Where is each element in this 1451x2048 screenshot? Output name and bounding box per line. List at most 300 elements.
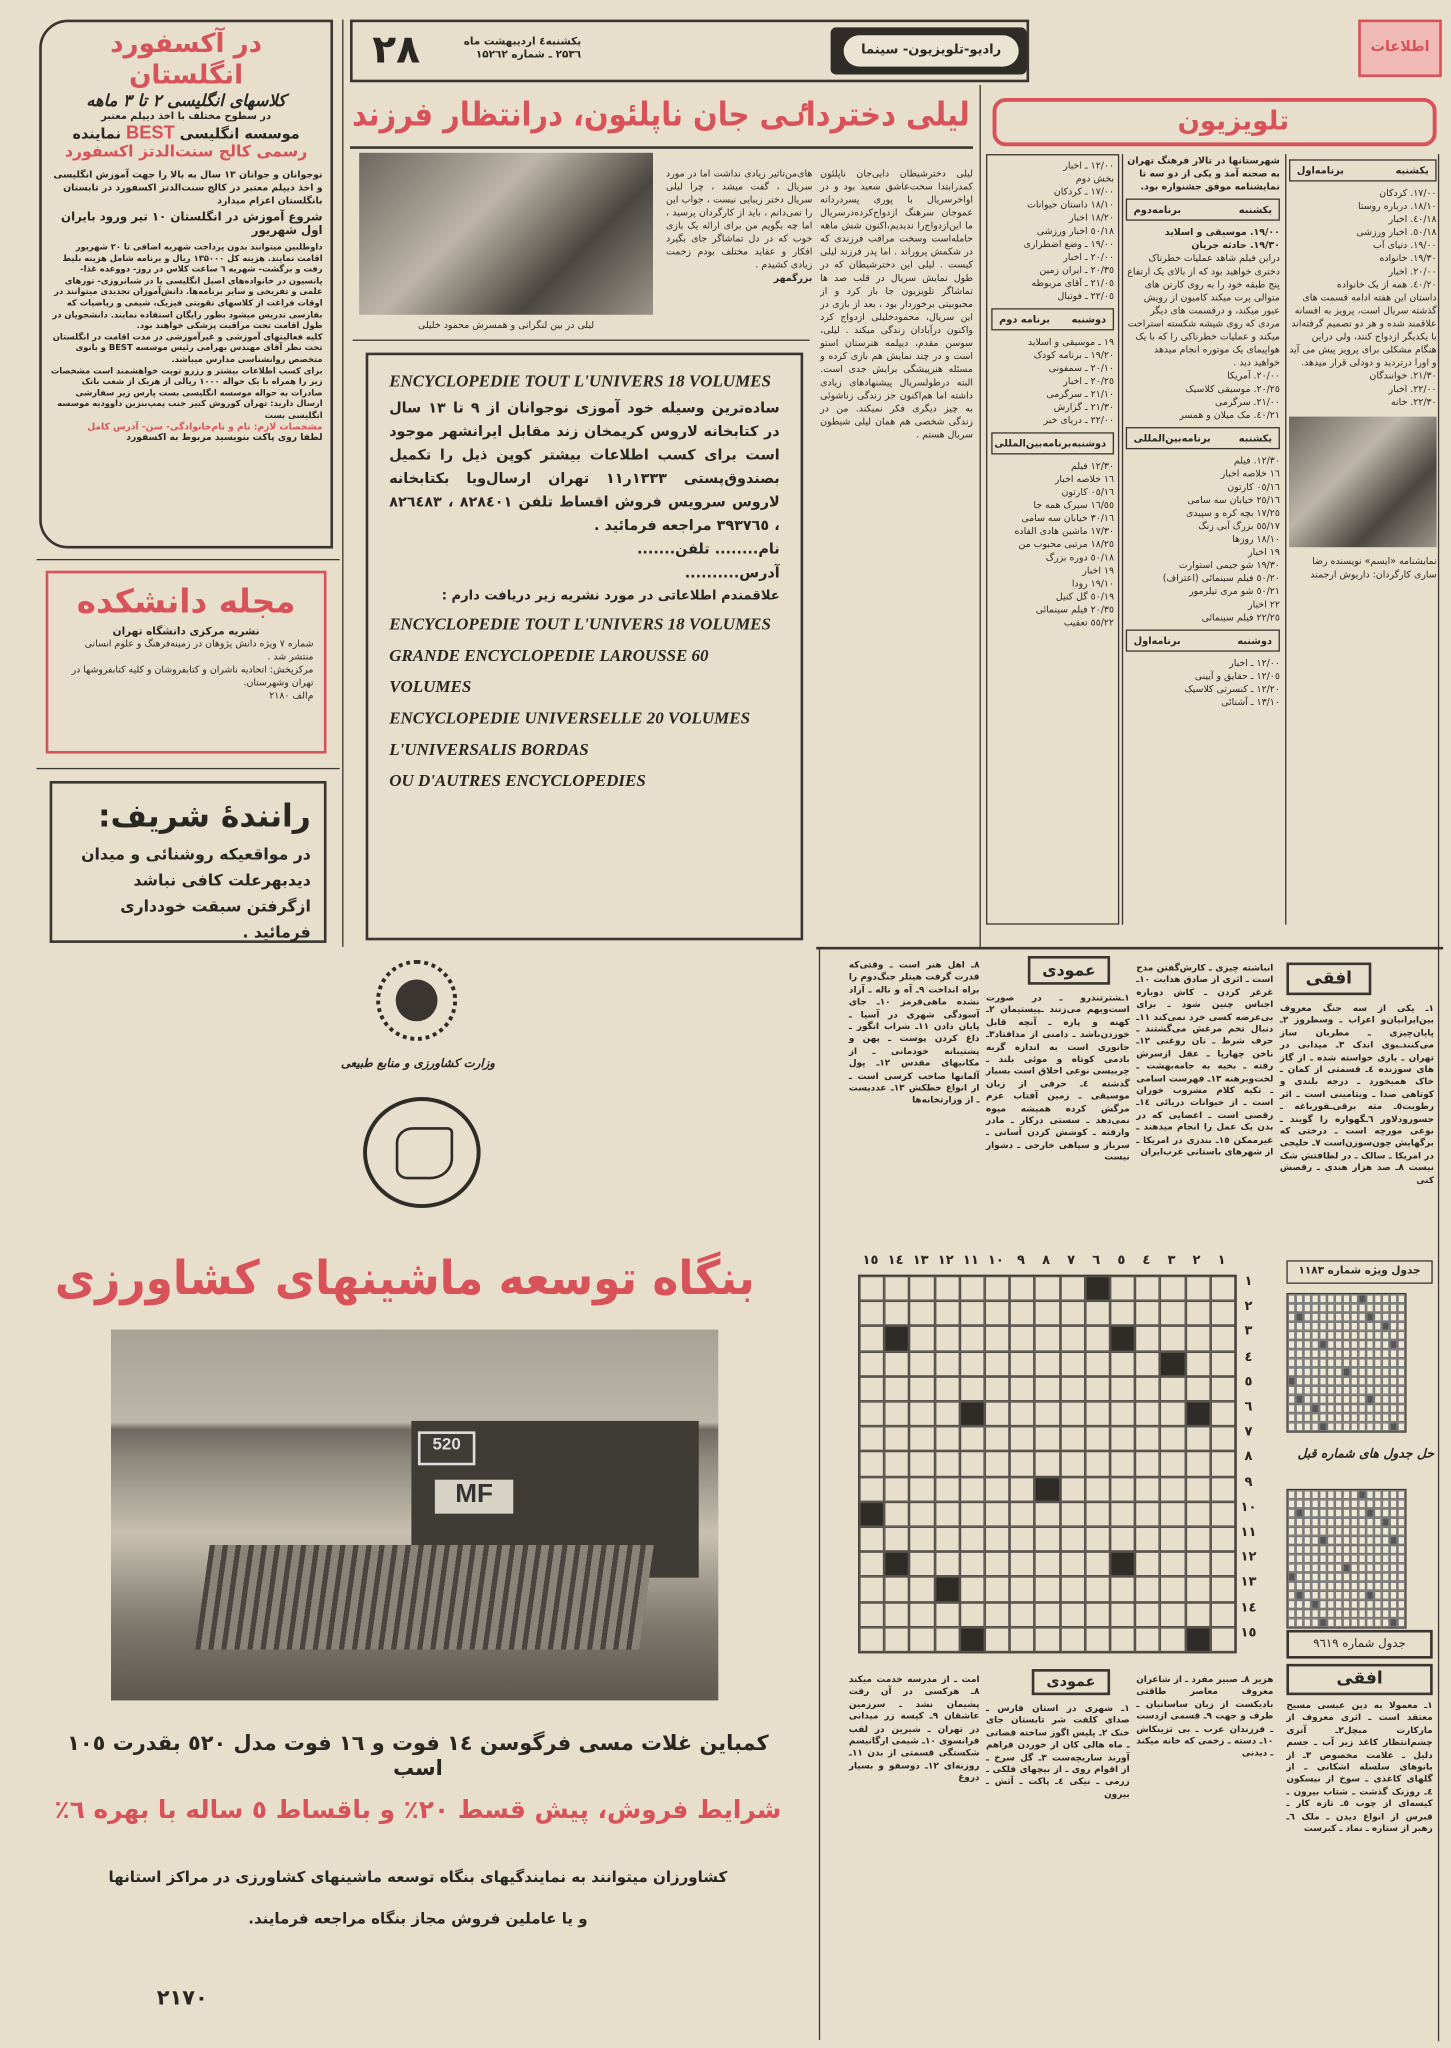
- solution-cell: [1390, 1349, 1398, 1358]
- grid-cell[interactable]: [1160, 1502, 1185, 1527]
- solution-cell: [1382, 1572, 1390, 1581]
- grid-cell[interactable]: [960, 1602, 985, 1627]
- grid-cell[interactable]: [1035, 1376, 1060, 1401]
- grid-cell[interactable]: [935, 1301, 960, 1326]
- grid-cell[interactable]: [884, 1452, 909, 1477]
- grid-cell[interactable]: [1185, 1627, 1210, 1652]
- grid-cell[interactable]: [859, 1326, 884, 1351]
- solution-cell: [1390, 1404, 1398, 1413]
- solution-cell: [1288, 1404, 1296, 1413]
- grid-cell[interactable]: [1135, 1477, 1160, 1502]
- grid-cell[interactable]: [910, 1351, 935, 1376]
- grid-cell[interactable]: [960, 1351, 985, 1376]
- grid-cell[interactable]: [1060, 1301, 1085, 1326]
- grid-cell[interactable]: [1160, 1301, 1185, 1326]
- solution-cell: [1382, 1422, 1390, 1431]
- grid-cell[interactable]: [1010, 1326, 1035, 1351]
- grid-cell[interactable]: [985, 1602, 1010, 1627]
- name-field[interactable]: نام........ تلفن.......: [636, 540, 780, 558]
- grid-cell[interactable]: [1135, 1276, 1160, 1301]
- grid-cell[interactable]: [1085, 1552, 1110, 1577]
- solution-cell: [1374, 1563, 1382, 1572]
- grid-cell[interactable]: [884, 1527, 909, 1552]
- solution-cell: [1327, 1536, 1335, 1545]
- grid-cell[interactable]: [1110, 1527, 1135, 1552]
- grid-cell[interactable]: [1210, 1627, 1235, 1652]
- grid-cell[interactable]: [1185, 1426, 1210, 1451]
- grid-cell[interactable]: [960, 1552, 985, 1577]
- grid-cell[interactable]: [985, 1376, 1010, 1401]
- solution-cell: [1366, 1422, 1374, 1431]
- grid-cell[interactable]: [1110, 1301, 1135, 1326]
- solution-cell: [1303, 1294, 1311, 1303]
- grid-cell[interactable]: [1085, 1527, 1110, 1552]
- solution-cell: [1366, 1490, 1374, 1499]
- grid-cell[interactable]: [1185, 1326, 1210, 1351]
- solution-cell: [1350, 1618, 1358, 1627]
- solution-cell: [1296, 1349, 1304, 1358]
- solution-cell: [1366, 1545, 1374, 1554]
- grid-cell[interactable]: [1210, 1351, 1235, 1376]
- grid-cell[interactable]: [1060, 1502, 1085, 1527]
- grid-cell[interactable]: [910, 1376, 935, 1401]
- grid-cell[interactable]: [1060, 1351, 1085, 1376]
- solution-cell: [1288, 1349, 1296, 1358]
- grid-cell[interactable]: [1035, 1502, 1060, 1527]
- solution-cell: [1335, 1518, 1343, 1527]
- grid-cell[interactable]: [1060, 1276, 1085, 1301]
- grid-cell[interactable]: [859, 1477, 884, 1502]
- encyclopedia-option: ENCYCLOPEDIE UNIVERSELLE 20 VOLUMES: [389, 707, 751, 728]
- grid-cell[interactable]: [935, 1452, 960, 1477]
- solution-cell: [1390, 1508, 1398, 1517]
- grid-cell[interactable]: [1185, 1477, 1210, 1502]
- oxford-ad-title: در آکسفورد انگلستان: [110, 27, 263, 91]
- grid-cell[interactable]: [1185, 1351, 1210, 1376]
- grid-cell[interactable]: [960, 1326, 985, 1351]
- grid-cell[interactable]: [1210, 1602, 1235, 1627]
- grid-cell[interactable]: [1060, 1577, 1085, 1602]
- grid-cell[interactable]: [1085, 1602, 1110, 1627]
- grid-cell[interactable]: [1160, 1351, 1185, 1376]
- grid-cell[interactable]: [1060, 1527, 1085, 1552]
- grid-cell[interactable]: [1110, 1401, 1135, 1426]
- grid-cell[interactable]: [960, 1577, 985, 1602]
- grid-cell[interactable]: [859, 1426, 884, 1451]
- grid-cell[interactable]: [960, 1527, 985, 1552]
- grid-cell[interactable]: [859, 1351, 884, 1376]
- grid-cell[interactable]: [1035, 1426, 1060, 1451]
- grid-cell[interactable]: [1135, 1577, 1160, 1602]
- solution-cell: [1335, 1600, 1343, 1609]
- grid-cell[interactable]: [985, 1627, 1010, 1652]
- solution-cell: [1382, 1508, 1390, 1517]
- grid-cell[interactable]: [1060, 1326, 1085, 1351]
- grid-cell[interactable]: [960, 1426, 985, 1451]
- grid-cell[interactable]: [1135, 1326, 1160, 1351]
- grid-cell[interactable]: [1085, 1426, 1110, 1451]
- grid-cell[interactable]: [960, 1502, 985, 1527]
- solution-cell: [1296, 1377, 1304, 1386]
- grid-cell[interactable]: [884, 1301, 909, 1326]
- grid-cell[interactable]: [960, 1452, 985, 1477]
- best-logo: BEST: [125, 121, 175, 143]
- oxford-ad: [39, 20, 333, 549]
- address-field[interactable]: آدرس..........: [684, 564, 780, 582]
- grid-cell[interactable]: [935, 1502, 960, 1527]
- grid-cell[interactable]: [960, 1276, 985, 1301]
- grid-cell[interactable]: [1060, 1627, 1085, 1652]
- grid-cell[interactable]: [1210, 1401, 1235, 1426]
- grid-cell[interactable]: [935, 1326, 960, 1351]
- solution-cell: [1350, 1331, 1358, 1340]
- day: یکشنبه: [1238, 432, 1273, 445]
- schedule-item: ۲۲/۳۰. خانه: [1390, 395, 1437, 408]
- grid-cell[interactable]: [1160, 1326, 1185, 1351]
- grid-cell[interactable]: [1135, 1376, 1160, 1401]
- grid-cell[interactable]: [910, 1552, 935, 1577]
- grid-cell[interactable]: [1135, 1502, 1160, 1527]
- grid-cell[interactable]: [1060, 1602, 1085, 1627]
- grid-cell[interactable]: [859, 1452, 884, 1477]
- grid-cell[interactable]: [1110, 1502, 1135, 1527]
- grid-cell[interactable]: [1035, 1527, 1060, 1552]
- solution-cell: [1397, 1591, 1405, 1600]
- schedule-item: ۲۰/۳٥ ـ ایران زمین: [1039, 263, 1115, 276]
- grid-cell[interactable]: [1160, 1477, 1185, 1502]
- grid-cell[interactable]: [910, 1477, 935, 1502]
- grid-cell[interactable]: [1060, 1477, 1085, 1502]
- solution-cell: [1382, 1591, 1390, 1600]
- grid-cell[interactable]: [859, 1502, 884, 1527]
- grid-cell[interactable]: [884, 1276, 909, 1301]
- solution-cell: [1374, 1582, 1382, 1591]
- grid-cell[interactable]: [1010, 1527, 1035, 1552]
- grid-cell[interactable]: [1135, 1602, 1160, 1627]
- solution-cell: [1390, 1554, 1398, 1563]
- schedule-item: ۲۰/۳٥ فیلم سینمائی: [1035, 603, 1115, 616]
- grid-cell[interactable]: [1035, 1602, 1060, 1627]
- crossword-grid[interactable]: [858, 1275, 1237, 1654]
- grid-cell[interactable]: [960, 1627, 985, 1652]
- solution-cell: [1350, 1499, 1358, 1508]
- grid-cell[interactable]: [1035, 1301, 1060, 1326]
- grid-cell[interactable]: [1185, 1502, 1210, 1527]
- grid-cell[interactable]: [985, 1301, 1010, 1326]
- grid-cell[interactable]: [960, 1301, 985, 1326]
- grid-cell[interactable]: [859, 1577, 884, 1602]
- grid-cell[interactable]: [985, 1502, 1010, 1527]
- grid-cell[interactable]: [884, 1477, 909, 1502]
- solution-cell: [1374, 1294, 1382, 1303]
- grid-cell[interactable]: [884, 1426, 909, 1451]
- grid-cell[interactable]: [1060, 1376, 1085, 1401]
- grid-cell[interactable]: [1135, 1552, 1160, 1577]
- grid-cell[interactable]: [1060, 1452, 1085, 1477]
- grid-cell[interactable]: [1210, 1376, 1235, 1401]
- schedule-item: ۲۰/۲٥. موسیقی کلاسیک: [1185, 382, 1280, 395]
- schedule-item: ۱۹/۰۰. موسیقی و اسلاید: [1164, 225, 1280, 238]
- grid-cell[interactable]: [1085, 1627, 1110, 1652]
- grid-cell[interactable]: [985, 1401, 1010, 1426]
- grid-cell[interactable]: [884, 1401, 909, 1426]
- grid-cell[interactable]: [1185, 1401, 1210, 1426]
- grid-cell[interactable]: [935, 1627, 960, 1652]
- grid-cell[interactable]: [1185, 1527, 1210, 1552]
- solution-cell: [1343, 1313, 1351, 1322]
- grid-cell[interactable]: [859, 1602, 884, 1627]
- grid-cell[interactable]: [960, 1401, 985, 1426]
- grid-cell[interactable]: [884, 1627, 909, 1652]
- grid-cell[interactable]: [1110, 1577, 1135, 1602]
- grid-cell[interactable]: [1010, 1376, 1035, 1401]
- grid-cell[interactable]: [1160, 1552, 1185, 1577]
- grid-cell[interactable]: [1210, 1276, 1235, 1301]
- grid-number: ۱٤: [887, 1253, 904, 1269]
- grid-cell[interactable]: [910, 1276, 935, 1301]
- grid-cell[interactable]: [1035, 1552, 1060, 1577]
- grid-cell[interactable]: [884, 1552, 909, 1577]
- solution-cell: [1374, 1413, 1382, 1422]
- grid-cell[interactable]: [985, 1452, 1010, 1477]
- grid-cell[interactable]: [1210, 1552, 1235, 1577]
- grid-cell[interactable]: [935, 1477, 960, 1502]
- grid-cell[interactable]: [1035, 1351, 1060, 1376]
- oxford-ad-fields: مشخصات لازم: نام و نام‌خانوادگی- سن- آدرس کامل: [87, 421, 323, 432]
- grid-cell[interactable]: [1035, 1452, 1060, 1477]
- grid-cell[interactable]: [1160, 1452, 1185, 1477]
- solution-cell: [1350, 1377, 1358, 1386]
- grid-cell[interactable]: [960, 1376, 985, 1401]
- solution-cell: [1343, 1303, 1351, 1312]
- grid-cell[interactable]: [1185, 1452, 1210, 1477]
- solution-cell: [1397, 1377, 1405, 1386]
- grid-cell[interactable]: [1060, 1552, 1085, 1577]
- grid-cell[interactable]: [1135, 1527, 1160, 1552]
- grid-cell[interactable]: [1160, 1376, 1185, 1401]
- grid-cell[interactable]: [1160, 1627, 1185, 1652]
- grid-cell[interactable]: [935, 1376, 960, 1401]
- grid-cell[interactable]: [1110, 1376, 1135, 1401]
- grid-cell[interactable]: [1185, 1602, 1210, 1627]
- grid-cell[interactable]: [884, 1351, 909, 1376]
- grid-cell[interactable]: [935, 1577, 960, 1602]
- grid-cell[interactable]: [1035, 1627, 1060, 1652]
- grid-cell[interactable]: [1185, 1376, 1210, 1401]
- schedule-item: ۲۰/۲٥ ـ اخبار: [1063, 374, 1115, 387]
- grid-cell[interactable]: [910, 1301, 935, 1326]
- grid-cell[interactable]: [884, 1577, 909, 1602]
- grid-cell[interactable]: [1210, 1326, 1235, 1351]
- grid-cell[interactable]: [1085, 1577, 1110, 1602]
- grid-cell[interactable]: [1135, 1452, 1160, 1477]
- grid-cell[interactable]: [1110, 1276, 1135, 1301]
- grid-cell[interactable]: [884, 1376, 909, 1401]
- grid-cell[interactable]: [884, 1326, 909, 1351]
- grid-cell[interactable]: [1060, 1401, 1085, 1426]
- grid-cell[interactable]: [1110, 1452, 1135, 1477]
- grid-cell[interactable]: [859, 1552, 884, 1577]
- grid-cell[interactable]: [1085, 1401, 1110, 1426]
- grid-cell[interactable]: [910, 1627, 935, 1652]
- grid-cell[interactable]: [1160, 1602, 1185, 1627]
- grid-cell[interactable]: [910, 1401, 935, 1426]
- grid-cell[interactable]: [1010, 1552, 1035, 1577]
- grid-cell[interactable]: [1085, 1276, 1110, 1301]
- grid-cell[interactable]: [1110, 1627, 1135, 1652]
- grid-cell[interactable]: [985, 1552, 1010, 1577]
- grid-cell[interactable]: [1010, 1502, 1035, 1527]
- grid-cell[interactable]: [1010, 1452, 1035, 1477]
- solution-cell: [1311, 1536, 1319, 1545]
- grid-cell[interactable]: [1010, 1276, 1035, 1301]
- grid-cell[interactable]: [1010, 1627, 1035, 1652]
- grid-cell[interactable]: [1210, 1527, 1235, 1552]
- grid-cell[interactable]: [985, 1477, 1010, 1502]
- grid-cell[interactable]: [1160, 1426, 1185, 1451]
- solution-cell: [1303, 1609, 1311, 1618]
- grid-cell[interactable]: [1135, 1401, 1160, 1426]
- solution-cell: [1350, 1395, 1358, 1404]
- schedule-item: ۱۲/۳۰ فیلم: [1071, 459, 1115, 472]
- across-clues: ۱ـ معمولا به دین عیسی مسیح معتقد است ـ اثری معروف از مارکارت میچل۲ـ آنری چشم‌انتظار کاغذ زیر آب ـ جسم دلیل ـ علامت مخصوص ۳ـ از بانوهای سلسله اشکانی ـ از گلهای کاغذی ـ سوخ از نیسکون ٤ـ روزنک گذشت ـ شتاب بیرون ـ کیسه‌ای از چوب ٥ـ تازه کار ـ قبرس از انواع دیدن ـ ملک ٦ـ رهبر از ستاره ـ نماد ـ کبرست: [1286, 1700, 1433, 1834]
- grid-cell[interactable]: [935, 1527, 960, 1552]
- grid-cell[interactable]: [1135, 1301, 1160, 1326]
- grid-cell[interactable]: [910, 1326, 935, 1351]
- grid-cell[interactable]: [935, 1276, 960, 1301]
- grid-cell[interactable]: [859, 1376, 884, 1401]
- schedule-item: ۱۹/۲۰ ـ برنامه کودک: [1033, 348, 1115, 361]
- grid-cell[interactable]: [1210, 1577, 1235, 1602]
- schedule-item: ۲۲/٥٥ تعقیب: [1063, 616, 1115, 629]
- grid-cell[interactable]: [859, 1301, 884, 1326]
- grid-cell[interactable]: [1035, 1577, 1060, 1602]
- grid-cell[interactable]: [1210, 1301, 1235, 1326]
- grid-cell[interactable]: [1160, 1577, 1185, 1602]
- encyclopedia-title: ENCYCLOPEDIE TOUT L'UNIVERS 18 VOLUMES: [389, 370, 771, 391]
- ad-note: کشاورزان میتوانند به نمایندگیهای بنگاه توسعه ماشینهای کشاورزی در مراکز استانها: [108, 1867, 728, 1886]
- grid-cell[interactable]: [1010, 1301, 1035, 1326]
- schedule-header: [1289, 159, 1437, 181]
- solution-cell: [1366, 1303, 1374, 1312]
- grid-cell[interactable]: [1085, 1452, 1110, 1477]
- grid-cell[interactable]: [1110, 1477, 1135, 1502]
- grid-cell[interactable]: [985, 1426, 1010, 1451]
- solution-cell: [1374, 1367, 1382, 1376]
- grid-cell[interactable]: [1135, 1426, 1160, 1451]
- grid-cell[interactable]: [1085, 1502, 1110, 1527]
- grid-cell[interactable]: [1185, 1552, 1210, 1577]
- grid-cell[interactable]: [859, 1276, 884, 1301]
- solution-cell: [1358, 1545, 1366, 1554]
- grid-cell[interactable]: [935, 1401, 960, 1426]
- grid-cell[interactable]: [1185, 1301, 1210, 1326]
- solution-cell: [1296, 1609, 1304, 1618]
- grid-cell[interactable]: [910, 1577, 935, 1602]
- grid-cell[interactable]: [1010, 1577, 1035, 1602]
- grid-cell[interactable]: [935, 1602, 960, 1627]
- grid-cell[interactable]: [859, 1527, 884, 1552]
- grid-cell[interactable]: [1035, 1276, 1060, 1301]
- grid-cell[interactable]: [1160, 1276, 1185, 1301]
- grid-cell[interactable]: [859, 1401, 884, 1426]
- encyclopedia-option: OU D'AUTRES ENCYCLOPEDIES: [389, 770, 646, 791]
- grid-cell[interactable]: [1110, 1351, 1135, 1376]
- grid-cell[interactable]: [1185, 1276, 1210, 1301]
- grid-cell[interactable]: [1135, 1627, 1160, 1652]
- grid-cell[interactable]: [1085, 1351, 1110, 1376]
- grid-cell[interactable]: [1210, 1502, 1235, 1527]
- grid-cell[interactable]: [1060, 1426, 1085, 1451]
- grid-cell[interactable]: [935, 1351, 960, 1376]
- solution-cell: [1296, 1413, 1304, 1422]
- grid-cell[interactable]: [985, 1351, 1010, 1376]
- grid-cell[interactable]: [1160, 1401, 1185, 1426]
- grid-cell[interactable]: [910, 1502, 935, 1527]
- feature-headline: لیلی دخترداٸی جان ناپلئون، درانتظار فرزند: [352, 95, 971, 134]
- grid-cell[interactable]: [910, 1602, 935, 1627]
- solution-cell: [1303, 1422, 1311, 1431]
- solution-cell: [1358, 1303, 1366, 1312]
- grid-cell[interactable]: [1085, 1477, 1110, 1502]
- grid-cell[interactable]: [960, 1477, 985, 1502]
- grid-cell[interactable]: [1010, 1477, 1035, 1502]
- grid-cell[interactable]: [1210, 1426, 1235, 1451]
- grid-cell[interactable]: [1010, 1602, 1035, 1627]
- solution-cell: [1350, 1527, 1358, 1536]
- solutions-title: حل جدول های شماره قبل: [1297, 1447, 1434, 1462]
- grid-cell[interactable]: [1135, 1351, 1160, 1376]
- solution-cell: [1358, 1554, 1366, 1563]
- grid-cell[interactable]: [884, 1502, 909, 1527]
- grid-cell[interactable]: [1110, 1426, 1135, 1451]
- grid-cell[interactable]: [910, 1452, 935, 1477]
- grid-cell[interactable]: [1185, 1577, 1210, 1602]
- grid-cell[interactable]: [1160, 1527, 1185, 1552]
- solution-cell: [1390, 1545, 1398, 1554]
- grid-cell[interactable]: [985, 1527, 1010, 1552]
- grid-cell[interactable]: [1010, 1401, 1035, 1426]
- grid-cell[interactable]: [985, 1276, 1010, 1301]
- grid-cell[interactable]: [1085, 1376, 1110, 1401]
- grid-cell[interactable]: [1110, 1602, 1135, 1627]
- solution-cell: [1397, 1572, 1405, 1581]
- grid-cell[interactable]: [1085, 1301, 1110, 1326]
- grid-cell[interactable]: [1035, 1326, 1060, 1351]
- grid-cell[interactable]: [985, 1326, 1010, 1351]
- grid-cell[interactable]: [884, 1602, 909, 1627]
- grid-cell[interactable]: [1085, 1326, 1110, 1351]
- grid-cell[interactable]: [935, 1426, 960, 1451]
- grid-cell[interactable]: [1035, 1401, 1060, 1426]
- grid-cell[interactable]: [1110, 1552, 1135, 1577]
- solution-cell: [1319, 1413, 1327, 1422]
- grid-cell[interactable]: [1210, 1477, 1235, 1502]
- solution-cell: [1311, 1618, 1319, 1627]
- solution-cell: [1397, 1422, 1405, 1431]
- grid-cell[interactable]: [910, 1426, 935, 1451]
- grid-cell[interactable]: [1010, 1426, 1035, 1451]
- grid-cell[interactable]: [935, 1552, 960, 1577]
- grid-cell[interactable]: [1110, 1326, 1135, 1351]
- grid-cell[interactable]: [1210, 1452, 1235, 1477]
- grid-cell[interactable]: [910, 1527, 935, 1552]
- solution-cell: [1311, 1313, 1319, 1322]
- grid-cell[interactable]: [1010, 1351, 1035, 1376]
- grid-cell[interactable]: [985, 1577, 1010, 1602]
- grid-cell[interactable]: [859, 1627, 884, 1652]
- grid-cell[interactable]: [1035, 1477, 1060, 1502]
